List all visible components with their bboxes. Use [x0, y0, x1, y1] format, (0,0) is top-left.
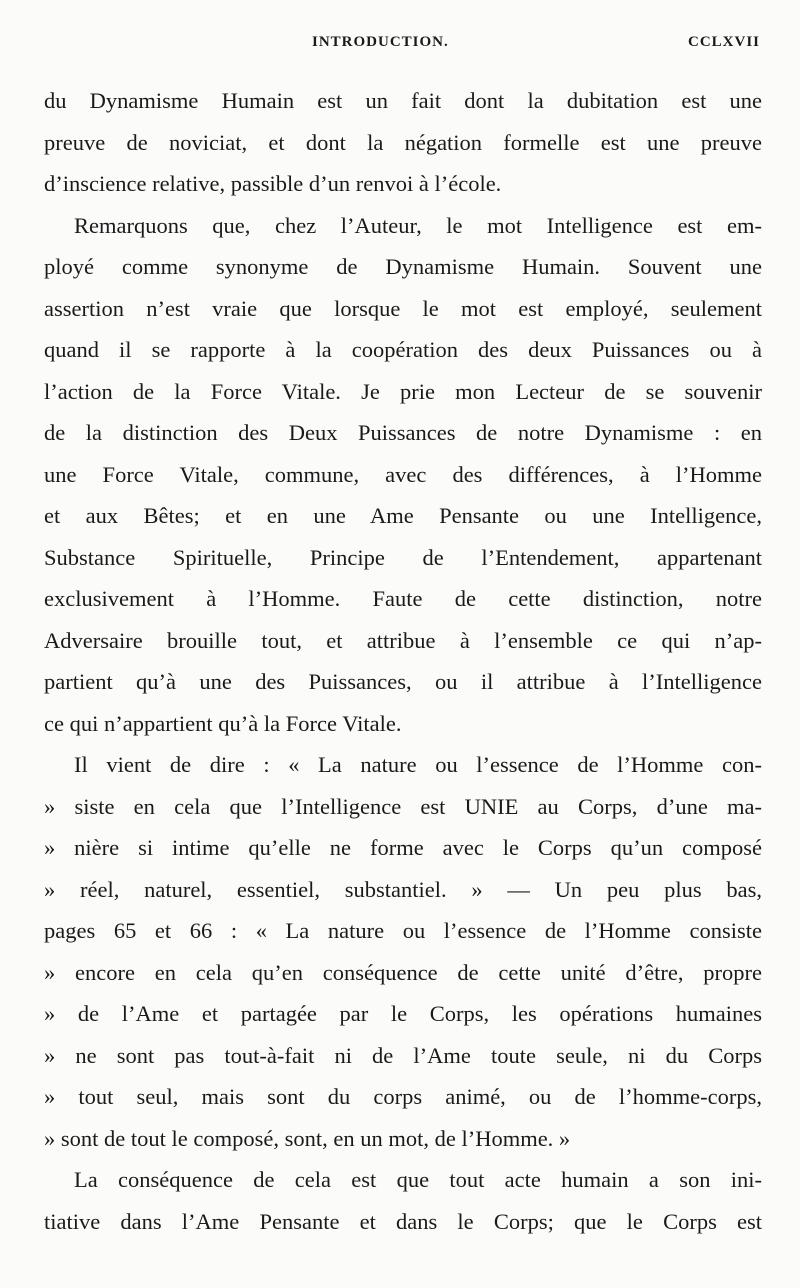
- text-line: preuve de noviciat, et dont la négation formelle est une preuve: [44, 129, 762, 155]
- text-line: quand il se rapporte à la coopération des deux Puissances ou à: [44, 337, 762, 362]
- text-line: pages 65 et 66 : « La nature ou l’essence de l’Homme consiste: [44, 918, 762, 943]
- text-line: d’inscience relative, passible d’un renvoi à l’école.: [44, 171, 502, 196]
- text-line: » encore en cela qu’en conséquence de cette unité d’être, propre: [44, 959, 762, 985]
- text-line: ce qui n’appartient qu’à la Force Vitale.: [44, 710, 402, 736]
- text-line: une Force Vitale, commune, avec des différences, à l’Homme: [44, 461, 762, 487]
- text-line: » sont de tout le composé, sont, en un mot, de l’Homme. »: [44, 1125, 571, 1151]
- page-number: CCLXVII: [687, 34, 760, 50]
- text-line: exclusivement à l’Homme. Faute de cette distinction, notre: [44, 586, 762, 611]
- text-line: Adversaire brouille tout, et attribue à l’ensemble ce qui n’ap-: [44, 627, 762, 653]
- text-line: La conséquence de cela est que tout acte humain a son ini-: [74, 1167, 762, 1192]
- text-line: partient qu’à une des Puissances, ou il attribue à l’Intelligence: [44, 669, 762, 694]
- running-head: INTRODUCTION.: [312, 34, 449, 50]
- text-line: » nière si intime qu’elle ne forme avec le Corps qu’un composé: [44, 835, 762, 860]
- text-line: Remarquons que, chez l’Auteur, le mot Intelligence est em-: [74, 212, 762, 238]
- text-line: » ne sont pas tout-à-fait ni de l’Ame toute seule, ni du Corps: [44, 1042, 762, 1068]
- body-text: [44, 80, 762, 1242]
- text-line: et aux Bêtes; et en une Ame Pensante ou une Intelligence,: [44, 503, 762, 528]
- text-line: Il vient de dire : « La nature ou l’essence de l’Homme con-: [74, 752, 762, 777]
- text-line: Substance Spirituelle, Principe de l’Entendement, appartenant: [44, 544, 762, 570]
- text-line: » réel, naturel, essentiel, substantiel. » — Un peu plus bas,: [44, 876, 762, 902]
- text-line: du Dynamisme Humain est un fait dont la dubitation est une: [44, 88, 762, 113]
- text-line: tiative dans l’Ame Pensante et dans le Corps; que le Corps est: [44, 1208, 762, 1234]
- page-header: [40, 34, 760, 58]
- text-line: l’action de la Force Vitale. Je prie mon Lecteur de se souvenir: [44, 378, 762, 404]
- text-line: » tout seul, mais sont du corps animé, ou de l’homme-corps,: [44, 1084, 762, 1109]
- text-line: de la distinction des Deux Puissances de notre Dynamisme : en: [44, 420, 762, 445]
- text-line: assertion n’est vraie que lorsque le mot est employé, seulement: [44, 295, 762, 321]
- text-line: ployé comme synonyme de Dynamisme Humain. Souvent une: [44, 254, 762, 279]
- text-line: » siste en cela que l’Intelligence est UNIE au Corps, d’une ma-: [44, 793, 762, 819]
- text-line: » de l’Ame et partagée par le Corps, les opérations humaines: [44, 1001, 762, 1026]
